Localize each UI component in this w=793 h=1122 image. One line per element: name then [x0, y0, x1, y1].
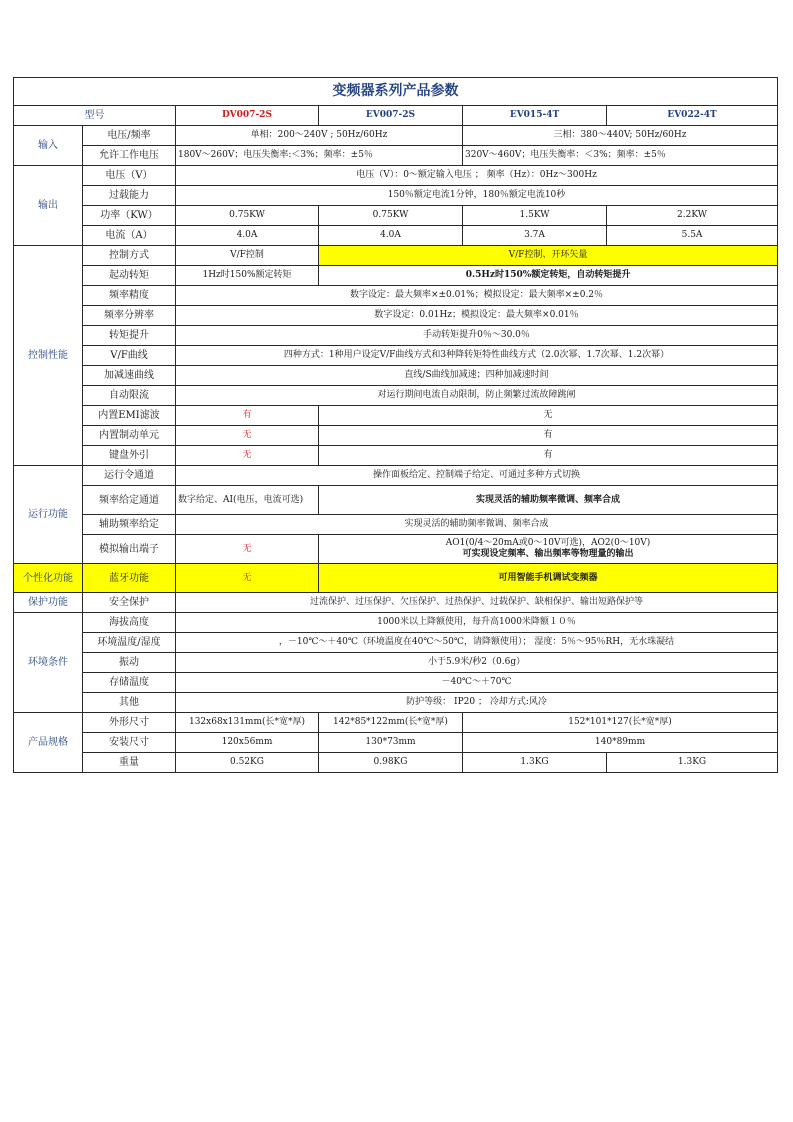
cell-value: 手动转矩提升0％～30.0％ — [176, 326, 778, 346]
cell-value: 数字给定、AI(电压，电流可选) — [176, 486, 319, 515]
table-row — [14, 466, 778, 486]
row-label: 外形尺寸 — [83, 713, 176, 733]
table-row — [14, 486, 778, 515]
table-row — [14, 226, 778, 246]
row-label: 起动转矩 — [83, 266, 176, 286]
group-custom: 个性化功能 — [14, 564, 83, 593]
spec-table — [13, 77, 778, 773]
cell-value: 有 — [319, 426, 778, 446]
table-row — [14, 146, 778, 166]
table-row — [14, 386, 778, 406]
cell-value-analog — [319, 535, 778, 564]
cell-value: 0.75KW — [176, 206, 319, 226]
group-input: 输入 — [14, 126, 83, 166]
table-row — [14, 613, 778, 633]
table-row — [14, 426, 778, 446]
table-row — [14, 366, 778, 386]
row-label: 加减速曲线 — [83, 366, 176, 386]
row-label: 频率精度 — [83, 286, 176, 306]
row-label: 控制方式 — [83, 246, 176, 266]
row-label: 其他 — [83, 693, 176, 713]
cell-value: 数字设定：0.01Hz；模拟设定：最大频率×0.01％ — [176, 306, 778, 326]
cell-value: 130*73mm — [319, 733, 463, 753]
table-row — [14, 166, 778, 186]
cell-value: 0.75KW — [319, 206, 463, 226]
cell-value: 152*101*127(长*宽*厚) — [463, 713, 778, 733]
table-row — [14, 564, 778, 593]
table-row — [14, 406, 778, 426]
cell-value: 无 — [319, 406, 778, 426]
row-label: 振动 — [83, 653, 176, 673]
cell-value: 实现灵活的辅助频率微调、频率合成 — [176, 515, 778, 535]
row-label: 过载能力 — [83, 186, 176, 206]
table-row — [14, 206, 778, 226]
row-label: 键盘外引 — [83, 446, 176, 466]
cell-value: 1000米以上降额使用，每升高1000米降额１０％ — [176, 613, 778, 633]
table-row — [14, 653, 778, 673]
cell-value: 0.5Hz时150%额定转矩，自动转矩提升 — [319, 266, 778, 286]
cell-value-highlight: 可用智能手机调试变频器 — [319, 564, 778, 593]
model-row — [14, 106, 778, 126]
cell-value: 120x56mm — [176, 733, 319, 753]
table-row — [14, 126, 778, 146]
group-output: 输出 — [14, 166, 83, 246]
table-row — [14, 286, 778, 306]
cell-value: 140*89mm — [463, 733, 778, 753]
table-title: 变频器系列产品参数 — [14, 78, 778, 106]
table-row — [14, 633, 778, 653]
row-label: 辅助频率给定 — [83, 515, 176, 535]
cell-value: 数字设定：最大频率×±0.01%；模拟设定：最大频率×±0.2％ — [176, 286, 778, 306]
group-environment: 环境条件 — [14, 613, 83, 713]
row-label: 功率（KW） — [83, 206, 176, 226]
model-header-label: 型号 — [14, 106, 176, 126]
cell-value-highlight: V/F控制、开环矢量 — [319, 246, 778, 266]
model-ev007-2s: EV007-2S — [319, 106, 463, 126]
table-row — [14, 713, 778, 733]
cell-value: 三相：380～440V; 50Hz/60Hz — [463, 126, 778, 146]
table-row — [14, 753, 778, 773]
cell-value: 四种方式：1种用户设定V/F曲线方式和3种降转矩特性曲线方式（2.0次幂、1.7次幂、1.2次幂） — [176, 346, 778, 366]
table-row — [14, 535, 778, 564]
cell-value: 3.7A — [463, 226, 607, 246]
table-row — [14, 593, 778, 613]
cell-value: 无 — [176, 535, 319, 564]
cell-value: 防护等级： IP20 ； 冷却方式:风冷 — [176, 693, 778, 713]
table-row — [14, 186, 778, 206]
row-label: 重量 — [83, 753, 176, 773]
row-label: 电流（A） — [83, 226, 176, 246]
row-label: 内置制动单元 — [83, 426, 176, 446]
cell-value: 有 — [319, 446, 778, 466]
cell-value: 0.98KG — [319, 753, 463, 773]
table-row — [14, 693, 778, 713]
table-row — [14, 306, 778, 326]
cell-value: V/F控制 — [176, 246, 319, 266]
row-label: 海拔高度 — [83, 613, 176, 633]
cell-value: 有 — [176, 406, 319, 426]
table-row — [14, 346, 778, 366]
row-label: 环境温度/湿度 — [83, 633, 176, 653]
row-label: 存储温度 — [83, 673, 176, 693]
cell-value: 直线/S曲线加减速；四种加减速时间 — [176, 366, 778, 386]
row-label: 运行令通道 — [83, 466, 176, 486]
cell-value: 132x68x131mm(长*宽*厚) — [176, 713, 319, 733]
row-label: 蓝牙功能 — [83, 564, 176, 593]
cell-value: 单相：200～240V ; 50Hz/60Hz — [176, 126, 463, 146]
cell-value: 过流保护、过压保护、欠压保护、过热保护、过载保护、缺相保护、输出短路保护等 — [176, 593, 778, 613]
cell-value: 5.5A — [607, 226, 778, 246]
cell-value: 对运行期间电流自动限制，防止频繁过流故障跳闸 — [176, 386, 778, 406]
cell-value: 4.0A — [319, 226, 463, 246]
cell-value: 电压（V）：0～额定输入电压 ； 频率（Hz）：0Hz～300Hz — [176, 166, 778, 186]
analog-line-2: 可实现设定频率、输出频率等物理量的输出 — [462, 549, 634, 559]
row-label: 内置EMI滤波 — [83, 406, 176, 426]
row-label: 允许工作电压 — [83, 146, 176, 166]
table-row — [14, 326, 778, 346]
row-label: 自动限流 — [83, 386, 176, 406]
cell-value: 1Hz时150%额定转矩 — [176, 266, 319, 286]
cell-value: 150％额定电流1分钟，180％额定电流10秒 — [176, 186, 778, 206]
group-operation: 运行功能 — [14, 466, 83, 564]
title-row — [14, 78, 778, 106]
table-row — [14, 673, 778, 693]
cell-value: 2.2KW — [607, 206, 778, 226]
row-label: 安装尺寸 — [83, 733, 176, 753]
cell-value: 320V～460V；电压失衡率：＜3%；频率：±5％ — [463, 146, 778, 166]
row-label: 转矩提升 — [83, 326, 176, 346]
cell-value: 无 — [176, 426, 319, 446]
cell-value: 4.0A — [176, 226, 319, 246]
cell-value: 实现灵活的辅助频率微调、频率合成 — [319, 486, 778, 515]
table-row — [14, 246, 778, 266]
cell-value: 操作面板给定、控制端子给定、可通过多种方式切换 — [176, 466, 778, 486]
cell-value: 1.3KG — [607, 753, 778, 773]
table-row — [14, 266, 778, 286]
cell-value: 180V～260V；电压失衡率:＜3%；频率：±5％ — [176, 146, 463, 166]
table-row — [14, 733, 778, 753]
cell-value: 1.5KW — [463, 206, 607, 226]
model-ev022-4t: EV022-4T — [607, 106, 778, 126]
cell-value: －40℃～＋70℃ — [176, 673, 778, 693]
row-label: 电压（V） — [83, 166, 176, 186]
cell-value: ，－10℃～＋40℃（环境温度在40℃～50℃，请降额使用）； 湿度：5％～95％RH，无水珠凝结 — [176, 633, 778, 653]
cell-value: 无 — [176, 564, 319, 593]
cell-value: 1.3KG — [463, 753, 607, 773]
row-label: 安全保护 — [83, 593, 176, 613]
row-label: 频率分辨率 — [83, 306, 176, 326]
row-label: 模拟输出端子 — [83, 535, 176, 564]
model-ev015-4t: EV015-4T — [463, 106, 607, 126]
row-label: 频率给定通道 — [83, 486, 176, 515]
model-dv007-2s: DV007-2S — [176, 106, 319, 126]
analog-line-1: AO1(0/4～20mA或0～10V可选)，AO2(0～10V) — [445, 538, 651, 548]
cell-value: 142*85*122mm(长*宽*厚) — [319, 713, 463, 733]
table-row — [14, 446, 778, 466]
table-row — [14, 515, 778, 535]
row-label: V/F曲线 — [83, 346, 176, 366]
group-protection: 保护功能 — [14, 593, 83, 613]
cell-value: 小于5.9米/秒2（0.6g） — [176, 653, 778, 673]
group-control: 控制性能 — [14, 246, 83, 466]
row-label: 电压/频率 — [83, 126, 176, 146]
cell-value: 0.52KG — [176, 753, 319, 773]
cell-value: 无 — [176, 446, 319, 466]
group-spec: 产品规格 — [14, 713, 83, 773]
